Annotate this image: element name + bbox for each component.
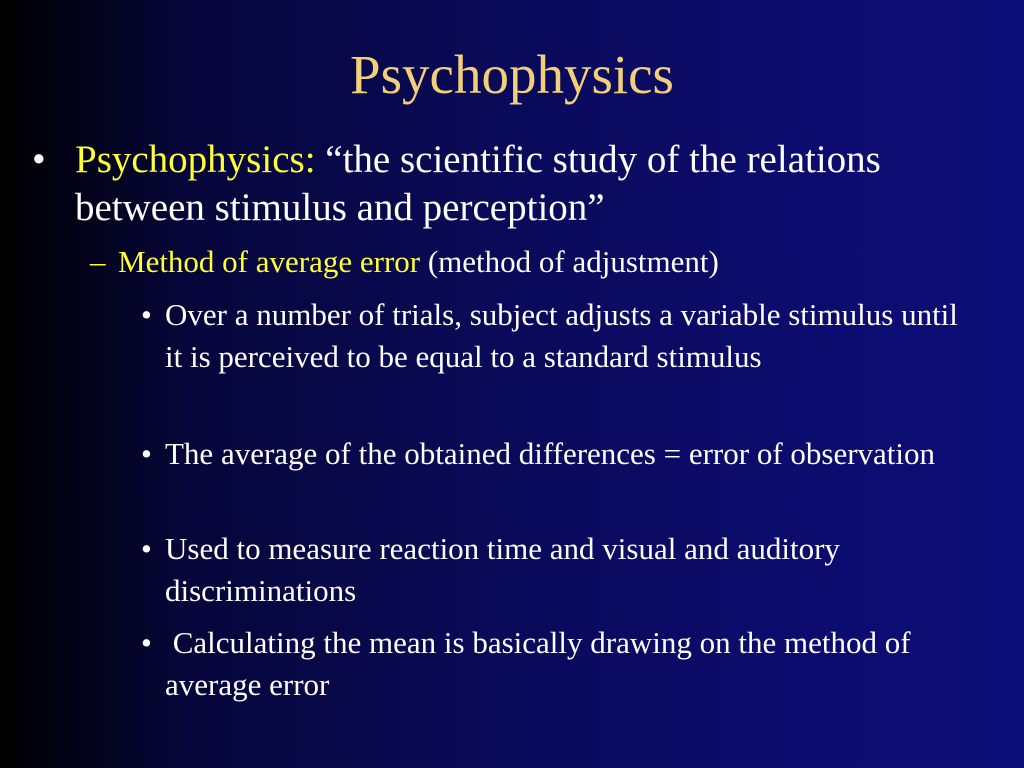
bullet-level3-item [141, 622, 965, 706]
bullet-level3-item [141, 433, 965, 475]
bullet-text: The average of the obtained differences = error of observation [165, 436, 936, 471]
bullet-text: Calculating the mean is basically drawing on the method of average error [165, 625, 919, 702]
bullet-text: Used to measure reaction time and visual and auditory discriminations [165, 531, 840, 608]
bullet-marker: • [141, 297, 152, 332]
bullet-level3-item [141, 528, 965, 612]
bullet-term: Psychophysics [75, 138, 305, 181]
bullet-level2 [90, 242, 978, 282]
dash-marker: – [90, 244, 106, 279]
bullet-definition: “the scientific study of the relations between stimulus and perception” [75, 138, 881, 229]
slide-title: Psychophysics [350, 44, 674, 105]
bullet-marker: • [141, 436, 152, 471]
bullet-marker: • [141, 531, 152, 566]
bullet-level1 [32, 136, 975, 232]
method-note: (method of adjustment) [420, 244, 719, 279]
method-term: Method of average error [118, 244, 421, 279]
bullet-text: Over a number of trials, subject adjusts a variable stimulus until it is perceived to be equal to a standard stimulus [165, 297, 958, 374]
bullet-level3-item [141, 294, 965, 378]
bullet-marker: • [32, 138, 46, 181]
bullet-marker: • [141, 625, 152, 660]
bullet-separator: : [304, 138, 326, 181]
